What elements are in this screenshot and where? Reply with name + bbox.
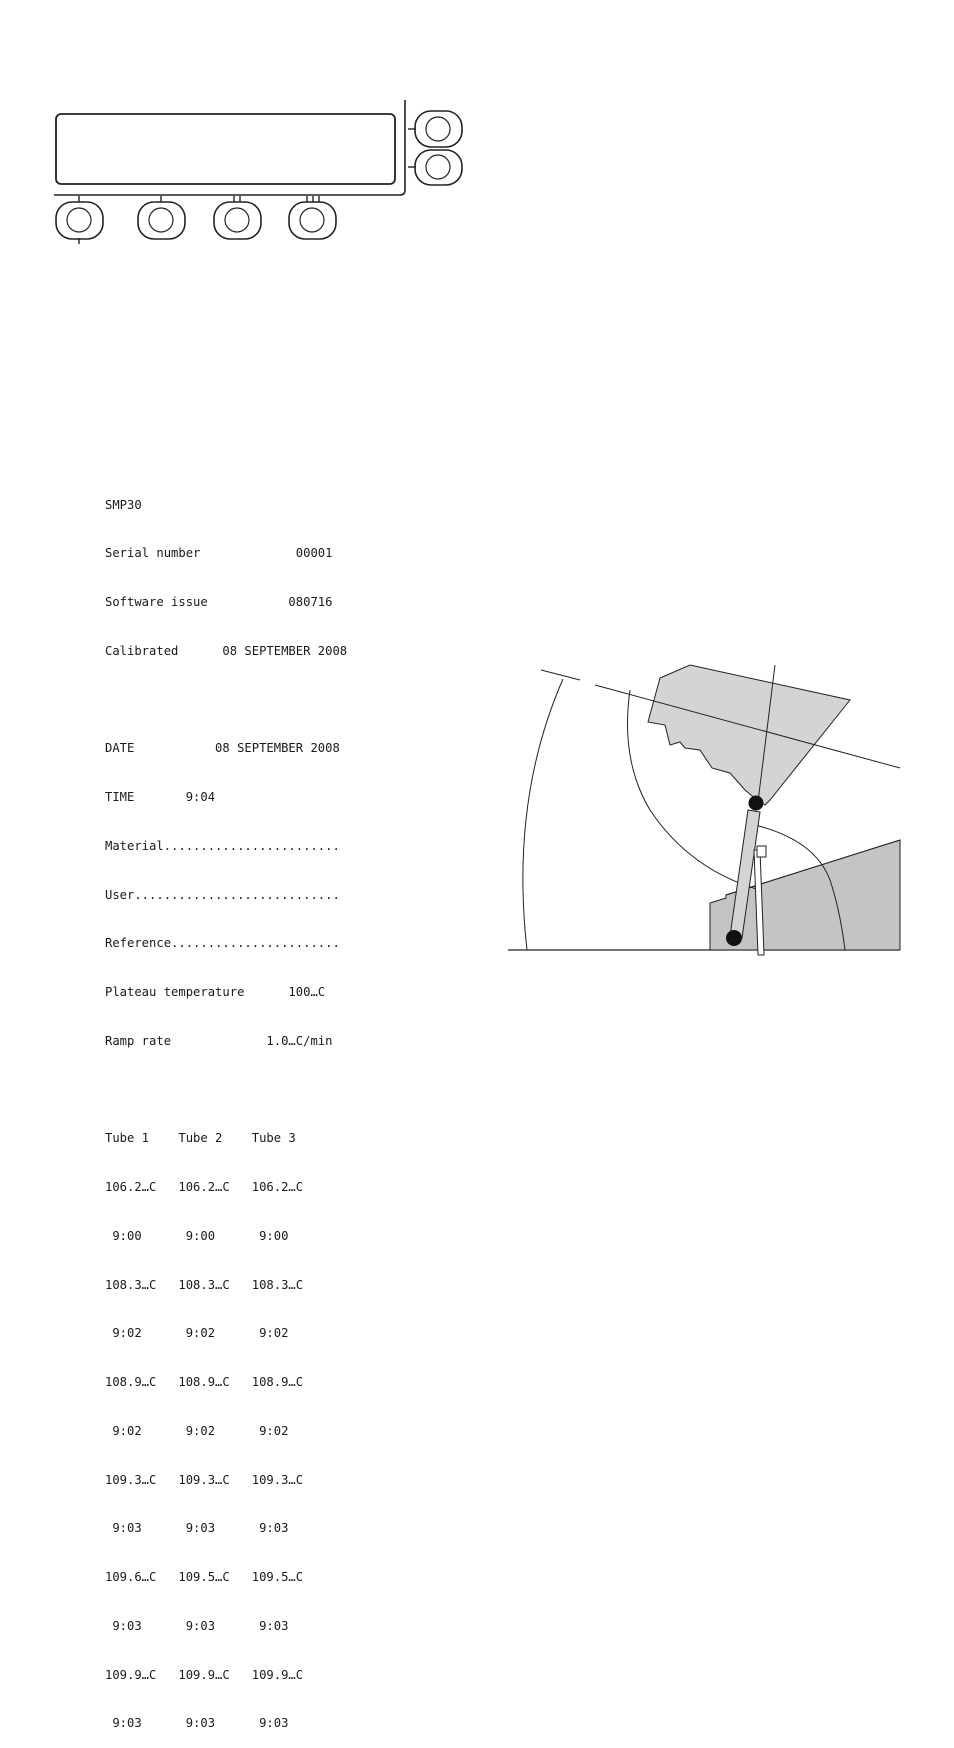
printout-line: 9:02 9:02 9:02: [105, 1423, 289, 1438]
bottom-button-2[interactable]: [138, 196, 185, 239]
side-button-1[interactable]: [408, 111, 462, 147]
upper-pivot-dot: [749, 796, 764, 811]
printout-line: 109.3…C 109.3…C 109.3…C: [105, 1472, 304, 1487]
printout-line: 109.6…C 109.5…C 109.5…C: [105, 1570, 304, 1584]
printout-line: Ramp rate 1.0…C/min: [105, 1033, 333, 1048]
arm-clip: [757, 846, 766, 857]
printout-line: 106.2…C 106.2…C 106.2…C: [105, 1180, 304, 1194]
printout-line: 9:03 9:03 9:03: [105, 1716, 289, 1731]
printout-line: Material........................: [105, 838, 340, 853]
printout-line: 9:03 9:03 9:03: [105, 1521, 289, 1536]
printout-line: 109.9…C 109.9…C 109.9…C: [105, 1667, 304, 1682]
tick-line: [541, 670, 580, 680]
display-screen: [56, 114, 395, 184]
printout-line: Calibrated 08 SEPTEMBER 2008: [105, 643, 348, 658]
printout-line: Reference.......................: [105, 936, 340, 951]
printout-line: [105, 692, 347, 708]
hopper-body: [648, 665, 850, 805]
arc-left: [523, 679, 563, 950]
lower-pivot-dot: [726, 930, 742, 946]
control-panel-diagram: [0, 0, 480, 260]
mechanism-diagram: [500, 655, 910, 965]
printout-line: SMP30: [105, 497, 142, 512]
printout-line: 9:00 9:00 9:00: [105, 1228, 289, 1243]
printout-line: Software issue 080716: [105, 595, 333, 609]
bottom-button-4[interactable]: [289, 196, 336, 239]
printout-line: 108.9…C 108.9…C 108.9…C: [105, 1375, 304, 1389]
side-button-2[interactable]: [408, 150, 462, 185]
printout-line: User............................: [105, 887, 340, 902]
printout-line: [105, 1082, 347, 1098]
printout-line: DATE 08 SEPTEMBER 2008: [105, 741, 340, 756]
printout-report: [105, 464, 347, 1748]
printout-line: TIME 9:04: [105, 790, 216, 804]
bottom-button-3[interactable]: [214, 196, 261, 239]
printout-line: 9:03 9:03 9:03: [105, 1618, 289, 1633]
printout-line: Serial number 00001: [105, 546, 333, 561]
bottom-button-1[interactable]: [56, 196, 103, 244]
printout-line: Tube 1 Tube 2 Tube 3: [105, 1131, 296, 1146]
printout-line: Plateau temperature 100…C: [105, 985, 326, 999]
printout-line: 108.3…C 108.3…C 108.3…C: [105, 1277, 304, 1292]
printout-line: 9:02 9:02 9:02: [105, 1326, 289, 1341]
